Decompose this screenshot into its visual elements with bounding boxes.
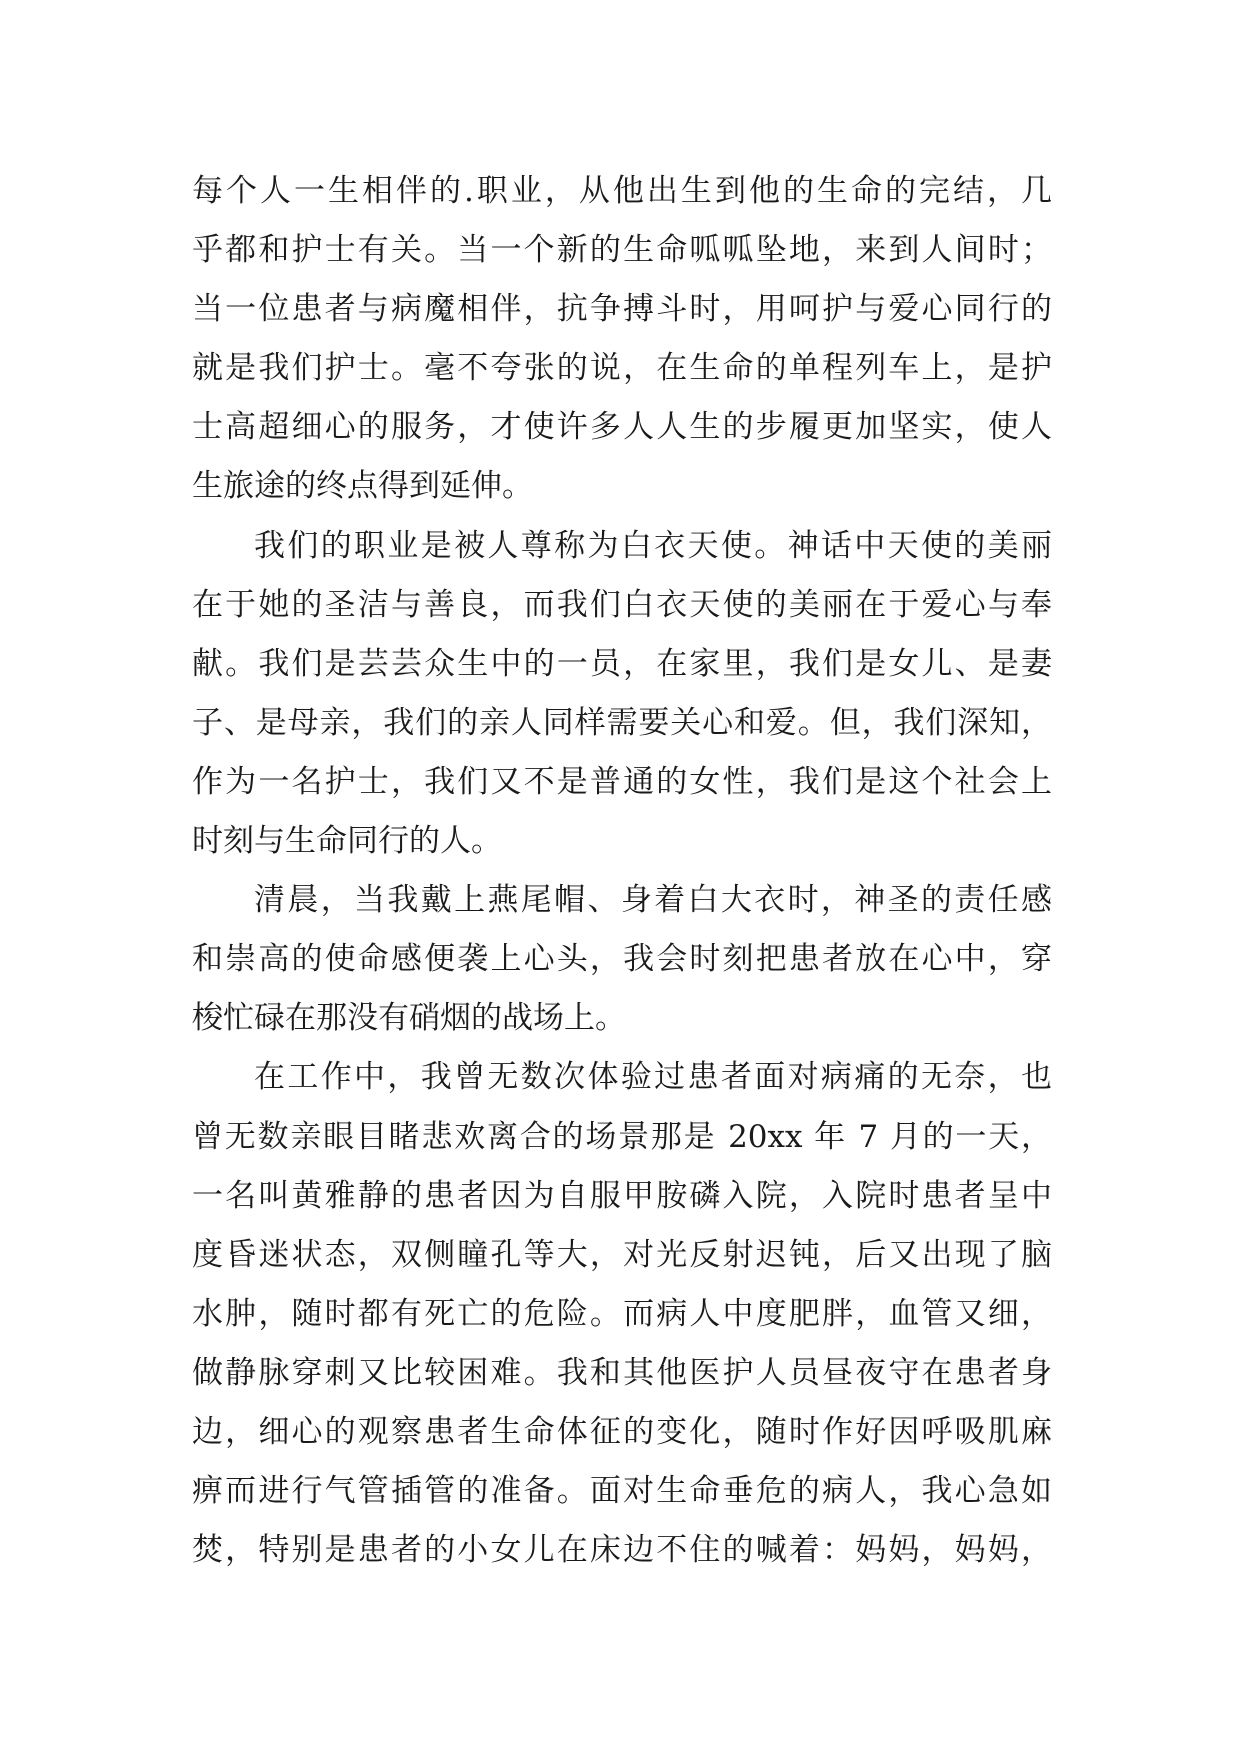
text-line: 水肿，随时都有死亡的危险。而病人中度肥胖，血管又细， [192, 1295, 1052, 1332]
text-line: 子、是母亲，我们的亲人同样需要关心和爱。但，我们深知， [192, 704, 1052, 741]
body-text [192, 162, 1052, 1580]
paragraph [192, 162, 1052, 517]
text-line: 度昏迷状态，双侧瞳孔等大，对光反射迟钝，后又出现了脑 [192, 1236, 1052, 1273]
text-line: 作为一名护士，我们又不是普通的女性，我们是这个社会上 [192, 763, 1052, 800]
paragraph [192, 517, 1052, 872]
text-line: 在于她的圣洁与善良，而我们白衣天使的美丽在于爱心与奉 [192, 586, 1052, 623]
text-line: 时刻与生命同行的人。 [192, 823, 502, 860]
text-line: 梭忙碌在那没有硝烟的战场上。 [192, 1000, 626, 1037]
text-line: 每个人一生相伴的.职业，从他出生到他的生命的完结，几 [192, 173, 1052, 209]
text-line: 痹而进行气管插管的准备。面对生命垂危的病人，我心急如 [192, 1473, 1052, 1510]
text-line: 士高超细心的服务，才使许多人人生的步履更加坚实，使人 [192, 409, 1052, 446]
text-line: 献。我们是芸芸众生中的一员，在家里，我们是女儿、是妻 [192, 645, 1052, 682]
text-line: 乎都和护士有关。当一个新的生命呱呱坠地，来到人间时； [192, 232, 1052, 269]
paragraph [192, 1048, 1052, 1580]
paragraph [192, 871, 1052, 1048]
text-line: 边，细心的观察患者生命体征的变化，随时作好因呼吸肌麻 [192, 1413, 1052, 1450]
text-line: 在工作中，我曾无数次体验过患者面对病痛的无奈，也 [254, 1059, 1052, 1096]
text-line: 做静脉穿刺又比较困难。我和其他医护人员昼夜守在患者身 [192, 1354, 1052, 1391]
text-line: 一名叫黄雅静的患者因为自服甲胺磷入院，入院时患者呈中 [192, 1177, 1052, 1214]
text-line: 焚，特别是患者的小女儿在床边不住的喊着：妈妈，妈妈， [192, 1532, 1052, 1569]
text-line: 就是我们护士。毫不夸张的说，在生命的单程列车上，是护 [192, 350, 1052, 387]
text-line: 和崇高的使命感便袭上心头，我会时刻把患者放在心中，穿 [192, 941, 1052, 978]
text-line: 生旅途的终点得到延伸。 [192, 468, 533, 505]
text-line: 我们的职业是被人尊称为白衣天使。神话中天使的美丽 [254, 527, 1052, 564]
text-line: 清晨，当我戴上燕尾帽、身着白大衣时，神圣的责任感 [254, 882, 1052, 919]
text-line: 当一位患者与病魔相伴，抗争搏斗时，用呵护与爱心同行的 [192, 291, 1052, 328]
text-line: 曾无数亲眼目睹悲欢离合的场景那是 20xx 年 7 月的一天， [192, 1118, 1052, 1155]
